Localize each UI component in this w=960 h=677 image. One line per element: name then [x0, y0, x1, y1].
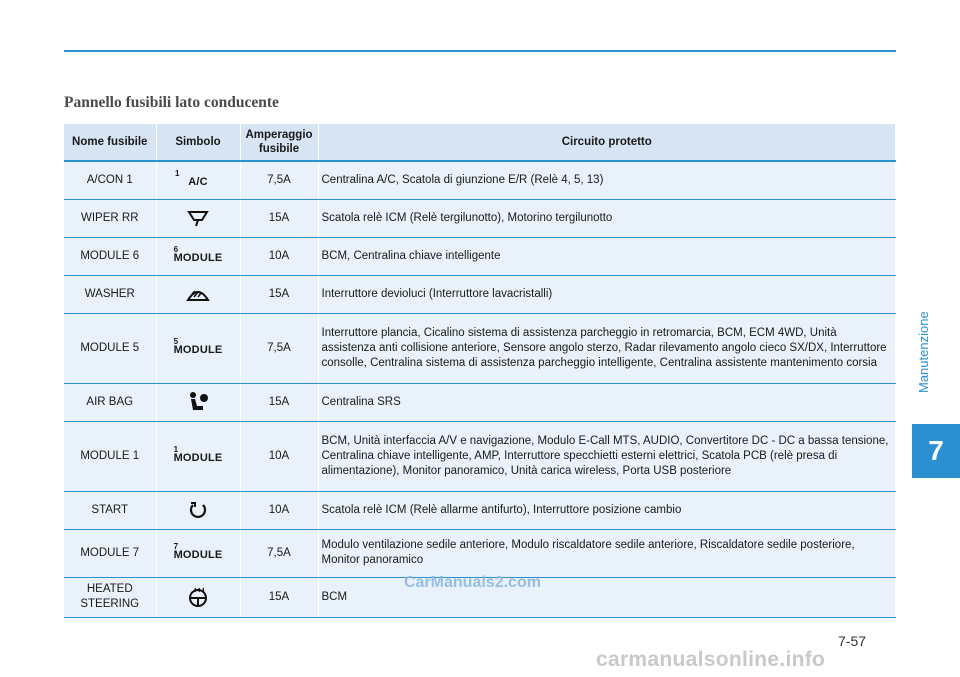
table-row [64, 199, 896, 237]
rear-wiper-icon [160, 209, 237, 227]
fuse-symbol-label [174, 542, 223, 564]
fuse-name-cell: HEATED STEERING [64, 577, 156, 617]
fuse-name-cell: START [64, 491, 156, 529]
top-rule [64, 50, 896, 52]
fuse-name-cell: MODULE 1 [64, 421, 156, 491]
fuse-symbol-superscript: 1 [175, 169, 180, 179]
fuse-amperage-cell: 15A [240, 199, 318, 237]
fuse-amperage-cell: 15A [240, 275, 318, 313]
fuse-symbol-superscript: 7 [173, 542, 179, 551]
fuse-symbol-superscript: 6 [173, 245, 179, 254]
fuse-circuit-cell: Scatola relè ICM (Relè allarme antifurto), Interruttore posizione cambio [318, 491, 896, 529]
fuse-circuit-cell: Interruttore devioluci (Interruttore lavacristalli) [318, 275, 896, 313]
fuse-symbol-cell [156, 491, 240, 529]
table-row [64, 275, 896, 313]
fuse-name-cell: MODULE 7 [64, 529, 156, 577]
fuse-table [64, 124, 896, 618]
footer-watermark: carmanualsonline.info [596, 648, 826, 671]
table-row [64, 313, 896, 383]
fuse-circuit-cell: Centralina SRS [318, 383, 896, 421]
chapter-side-label: Manutenzione [916, 311, 931, 393]
fuse-amperage-cell: 10A [240, 491, 318, 529]
washer-icon [160, 284, 237, 304]
fuse-symbol-text: MODULE [173, 452, 223, 464]
table-header-row [64, 124, 896, 161]
table-row [64, 491, 896, 529]
fuse-name-cell: WASHER [64, 275, 156, 313]
fuse-amperage-cell: 7,5A [240, 529, 318, 577]
table-row [64, 237, 896, 275]
watermark: CarManuals2.com [404, 574, 541, 591]
fuse-circuit-cell: BCM, Centralina chiave intelligente [318, 237, 896, 275]
section-title: Pannello fusibili lato conducente [64, 94, 279, 111]
fuse-symbol-cell [156, 577, 240, 617]
fuse-amperage-cell: 7,5A [240, 161, 318, 199]
fuse-symbol-superscript: 1 [173, 445, 179, 454]
fuse-amperage-cell: 15A [240, 383, 318, 421]
fuse-circuit-cell: Interruttore plancia, Cicalino sistema di assistenza parcheggio in retromarcia, BCM, ECM 4WD, Unità assistenza anti collisione anteriore, Sensore angolo sterzo, Radar rilevamento angolo cieco SX/DX, Interruttore consolle, Centralina sistema di assistenza parcheggio intelligente, Centralina assistente mantenimento corsia [318, 313, 896, 383]
fuse-symbol-label [174, 337, 223, 359]
table-row [64, 529, 896, 577]
fuse-symbol-cell [156, 161, 240, 199]
fuse-circuit-cell: Modulo ventilazione sedile anteriore, Modulo riscaldatore sedile anteriore, Riscaldatore sedile posteriore, Monitor panoramico [318, 529, 896, 577]
fuse-name-cell: MODULE 6 [64, 237, 156, 275]
fuse-name-cell: AIR BAG [64, 383, 156, 421]
fuse-name-cell: WIPER RR [64, 199, 156, 237]
fuse-symbol-text: MODULE [173, 252, 223, 264]
fuse-symbol-cell [156, 313, 240, 383]
airbag-icon [160, 391, 237, 413]
header-amp: Amperaggio fusibile [240, 124, 318, 161]
fuse-circuit-cell: Centralina A/C, Scatola di giunzione E/R (Relè 4, 5, 13) [318, 161, 896, 199]
fuse-symbol-cell [156, 275, 240, 313]
fuse-amperage-cell: 15A [240, 577, 318, 617]
start-icon [160, 500, 237, 520]
header-circuit: Circuito protetto [318, 124, 896, 161]
chapter-number-tab: 7 [912, 424, 960, 478]
heated-steering-icon [160, 586, 237, 608]
page-number: 7-57 [838, 633, 867, 649]
table-row [64, 161, 896, 199]
table-row [64, 421, 896, 491]
header-symbol: Simbolo [156, 124, 240, 161]
header-name: Nome fusibile [64, 124, 156, 161]
fuse-amperage-cell: 10A [240, 237, 318, 275]
fuse-symbol-text: MODULE [173, 344, 223, 356]
fuse-name-cell: A/CON 1 [64, 161, 156, 199]
table-row [64, 383, 896, 421]
fuse-circuit-cell: Scatola relè ICM (Relè tergilunotto), Motorino tergilunotto [318, 199, 896, 237]
fuse-symbol-superscript: 5 [173, 337, 179, 346]
fuse-name-cell: MODULE 5 [64, 313, 156, 383]
fuse-symbol-cell [156, 383, 240, 421]
fuse-symbol-text: MODULE [173, 549, 223, 561]
fuse-symbol-label [175, 169, 221, 191]
fuse-symbol-label [174, 445, 223, 467]
fuse-symbol-cell [156, 237, 240, 275]
fuse-amperage-cell: 7,5A [240, 313, 318, 383]
fuse-symbol-label [174, 245, 223, 267]
fuse-amperage-cell: 10A [240, 421, 318, 491]
fuse-symbol-text: A/C [188, 176, 208, 189]
fuse-symbol-cell [156, 199, 240, 237]
fuse-circuit-cell: BCM [318, 577, 896, 617]
fuse-symbol-cell [156, 529, 240, 577]
fuse-symbol-cell [156, 421, 240, 491]
fuse-circuit-cell: BCM, Unità interfaccia A/V e navigazione, Modulo E-Call MTS, AUDIO, Convertitore DC - DC a bassa tensione, Centralina chiave intelligente, AMP, Interruttore specchietti esterni elettrici, Scatola PCB (relè presa di alimentazione), Monitor panoramico, Unità carica wireless, Porta USB posteriore [318, 421, 896, 491]
